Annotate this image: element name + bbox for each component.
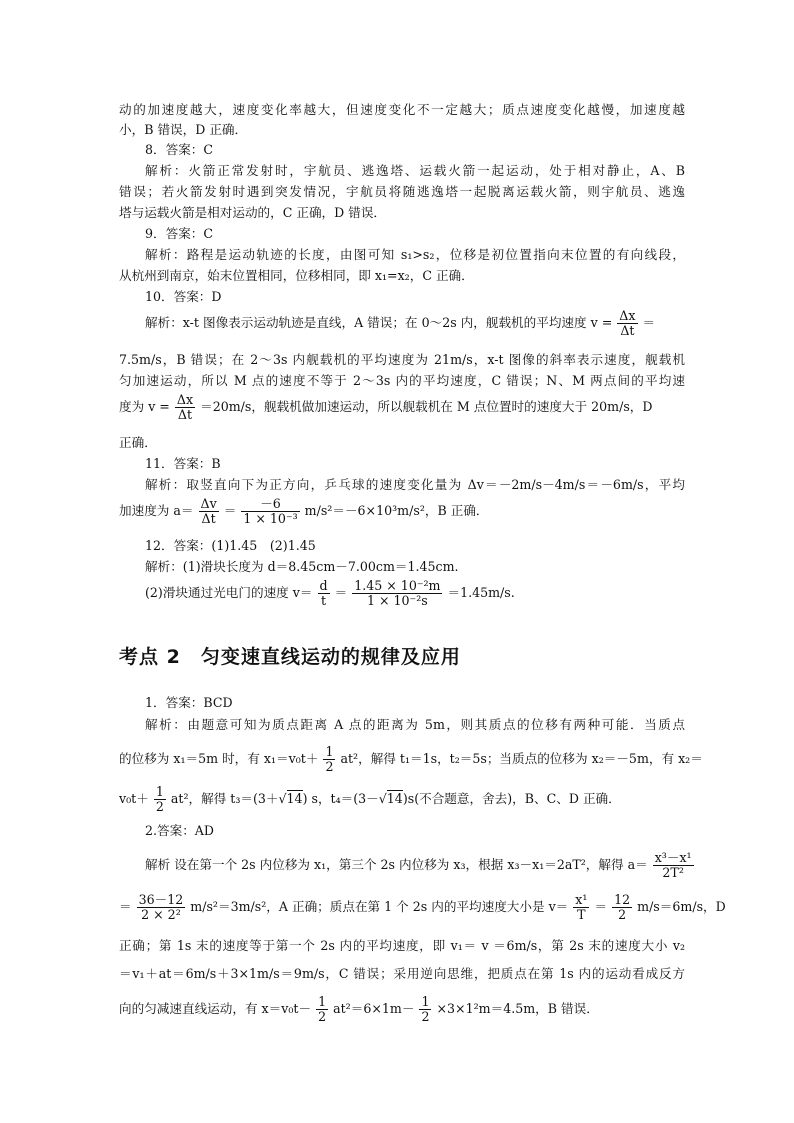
text-span: 解析：x-t 图像表示运动轨迹是直线，A 错误；在 0～2s 内，舰载机的平均速度 v = <box>145 315 613 330</box>
denominator: 2 <box>318 1009 327 1024</box>
denominator: 2 × 2² <box>141 907 181 922</box>
text-line: 正确． <box>119 435 157 450</box>
fraction <box>318 579 330 608</box>
fraction <box>241 497 299 526</box>
denominator: Δt <box>177 407 193 422</box>
fraction <box>419 995 431 1024</box>
text-line: 解析：由题意可知为质点距离 A 点的距离为 5m，则其质点的位移有两种可能．当质点 <box>145 717 685 732</box>
text-line: 匀加速运动，所以 M 点的速度不等于 2～3s 内的平均速度，C 错误；N、M 两点间的平均速 <box>119 373 685 388</box>
fraction <box>612 893 632 922</box>
text-line: 解析：取竖直向下为正方向，乒乓球的速度变化量为 Δv＝－2m/s－4m/s＝－6m/s，平均 <box>145 477 685 492</box>
text-line: 小，B 错误，D 正确． <box>119 122 248 137</box>
section-heading: 考点 2 匀变速直线运动的规律及应用 <box>119 646 461 668</box>
numerator: Δx <box>619 308 636 323</box>
numerator: 1 <box>325 744 334 759</box>
numerator: －6 <box>241 497 299 512</box>
text-span: m/s＝6m/s，D <box>637 899 726 914</box>
text-span: 度为 v = <box>119 399 170 414</box>
numerator: 1.45 × 10⁻²m <box>354 578 441 593</box>
text-line: 错误；若火箭发射时遇到突发情况，宇航员将随逃逸塔一起脱离运载火箭，则宇航员、逃逸 <box>119 184 685 199</box>
text-span: m/s²＝－6×10³m/s²，B 正确． <box>304 503 489 518</box>
denominator: T <box>577 907 586 922</box>
denominator: 2 <box>155 799 164 814</box>
text-span: 的位移为 x₁＝5m 时，有 x₁＝v₀t＋ <box>119 751 319 766</box>
answer-2: 2.答案：AD <box>145 823 214 838</box>
text-line: 动的加速度越大，速度变化率越大，但速度变化不一定越大；质点速度变化越慢，加速度越 <box>119 102 685 117</box>
numerator: x³－x¹ <box>654 850 692 865</box>
text-span: 解析 设在第一个 2s 内位移为 x₁，第三个 2s 内位移为 x₃，根据 x₃－x₁＝2aT²，解得 a＝ <box>145 857 648 872</box>
denominator: t <box>321 593 327 608</box>
fraction <box>653 851 694 880</box>
answer-1: 1．答案：BCD <box>145 695 233 710</box>
text-span: ) s，t₄＝(3－ <box>302 791 379 806</box>
numerator: 36－12 <box>138 892 184 907</box>
text-span: ＝ <box>223 503 237 518</box>
denominator: 2T² <box>662 865 684 880</box>
answer-8: 8．答案：C <box>145 142 214 157</box>
text-line: 正确；第 1s 末的速度等于第一个 2s 内的平均速度，即 v₁＝ v ＝6m/s，第 2s 末的速度大小 v₂ <box>119 938 685 953</box>
text-span: at²，解得 t₁＝1s，t₂＝5s；当质点的位移为 x₂＝－5m，有 x₂＝ <box>340 751 703 766</box>
text-span: ＝20m/s，舰载机做加速运动，所以舰载机在 M 点位置时的速度大于 20m/s，D <box>200 399 653 414</box>
numerator: 12 <box>614 892 631 907</box>
numerator: Δv <box>200 496 217 511</box>
text-span: ＝ <box>594 899 608 914</box>
text-span: )s(不合题意，舍去)，B、C、D 正确． <box>402 791 621 806</box>
sqrt-radicand: 14 <box>286 791 303 806</box>
denominator: 1 × 10⁻²s <box>366 593 428 608</box>
answer-12: 12．答案：(1)1.45 (2)1.45 <box>145 538 316 553</box>
text-line: ＝v₁＋at＝6m/s＋3×1m/s＝9m/s，C 错误；采用逆向思维，把质点在第 1s 内的运动看成反方 <box>119 966 685 981</box>
text-span: ＝ <box>642 315 656 330</box>
fraction <box>323 745 335 774</box>
text-span: ＝1.45m/s. <box>447 585 515 600</box>
formula-line <box>119 497 489 526</box>
answer-10: 10．答案：D <box>145 289 222 304</box>
text-line: 解析：火箭正常发射时，宇航员、逃逸塔、运载火箭一起运动，处于相对静止，A、B <box>145 163 685 178</box>
text-line: 解析：路程是运动轨迹的长度，由图可知 s₁>s₂，位移是初位置指向末位置的有向线段， <box>145 247 685 262</box>
fraction <box>137 893 186 922</box>
numerator: x¹ <box>575 892 588 907</box>
formula-line <box>119 851 695 880</box>
formula-line <box>119 309 655 338</box>
text-span: m/s²＝3m/s²，A 正确；质点在第 1 个 2s 内的平均速度大小是 v＝ <box>190 899 569 914</box>
denominator: 2 <box>421 1009 430 1024</box>
text-span: ＝ <box>119 899 132 914</box>
sqrt-radicand: 14 <box>386 791 403 806</box>
numerator: 1 <box>155 784 164 799</box>
answer-11: 11．答案：B <box>145 456 221 471</box>
denominator: Δt <box>620 323 635 338</box>
fraction <box>316 995 328 1024</box>
formula-line <box>119 745 703 774</box>
fraction <box>617 309 637 338</box>
text-span: at²＝6×1m－ <box>333 1001 415 1016</box>
numerator: 1 <box>421 994 430 1009</box>
text-line: 塔与运载火箭是相对运动的，C 正确，D 错误． <box>119 205 387 220</box>
numerator: d <box>319 578 328 593</box>
text-line: 从杭州到南京，始末位置相同，位移相同，即 x₁=x₂，C 正确． <box>119 268 474 283</box>
fraction <box>154 785 166 814</box>
denominator: 2 <box>618 907 627 922</box>
numerator: 1 <box>318 994 327 1009</box>
formula-line <box>119 579 515 608</box>
text-span: 加速度为 a＝ <box>119 503 194 518</box>
denominator: 2 <box>325 759 334 774</box>
fraction <box>573 893 589 922</box>
text-span: at²，解得 t₃＝(3＋ <box>170 791 279 806</box>
text-line: 7.5m/s，B 错误；在 2～3s 内舰载机的平均速度为 21m/s，x-t 图像的斜率表示速度，舰载机 <box>119 352 685 367</box>
text-span: ＝ <box>334 585 348 600</box>
text-span: v₀t＋ <box>119 791 149 806</box>
denominator: 1 × 10⁻³ <box>243 511 298 526</box>
text-span: (2)滑块通过光电门的速度 v＝ <box>145 585 313 600</box>
formula-line <box>119 393 653 422</box>
formula-line <box>119 995 599 1024</box>
numerator: Δx <box>176 392 194 407</box>
answer-9: 9．答案：C <box>145 226 214 241</box>
text-span: ×3×1²m＝4.5m，B 错误． <box>436 1001 599 1016</box>
denominator: Δt <box>201 511 216 526</box>
text-span: 向的匀减速直线运动，有 x＝v₀t－ <box>119 1001 312 1016</box>
text-line: 解析：(1)滑块长度为 d＝8.45cm－7.00cm＝1.45cm. <box>145 559 459 574</box>
fraction <box>352 579 442 608</box>
fraction <box>175 393 195 422</box>
fraction <box>199 497 219 526</box>
formula-line <box>119 893 726 922</box>
formula-line: v₀t＋ $\frac{1}{2}$ at²，解得 t₃＝(3＋√14) s，t₄＝(3－√14)s(不合题意，舍去)，B、C、D 正确． <box>119 784 621 814</box>
